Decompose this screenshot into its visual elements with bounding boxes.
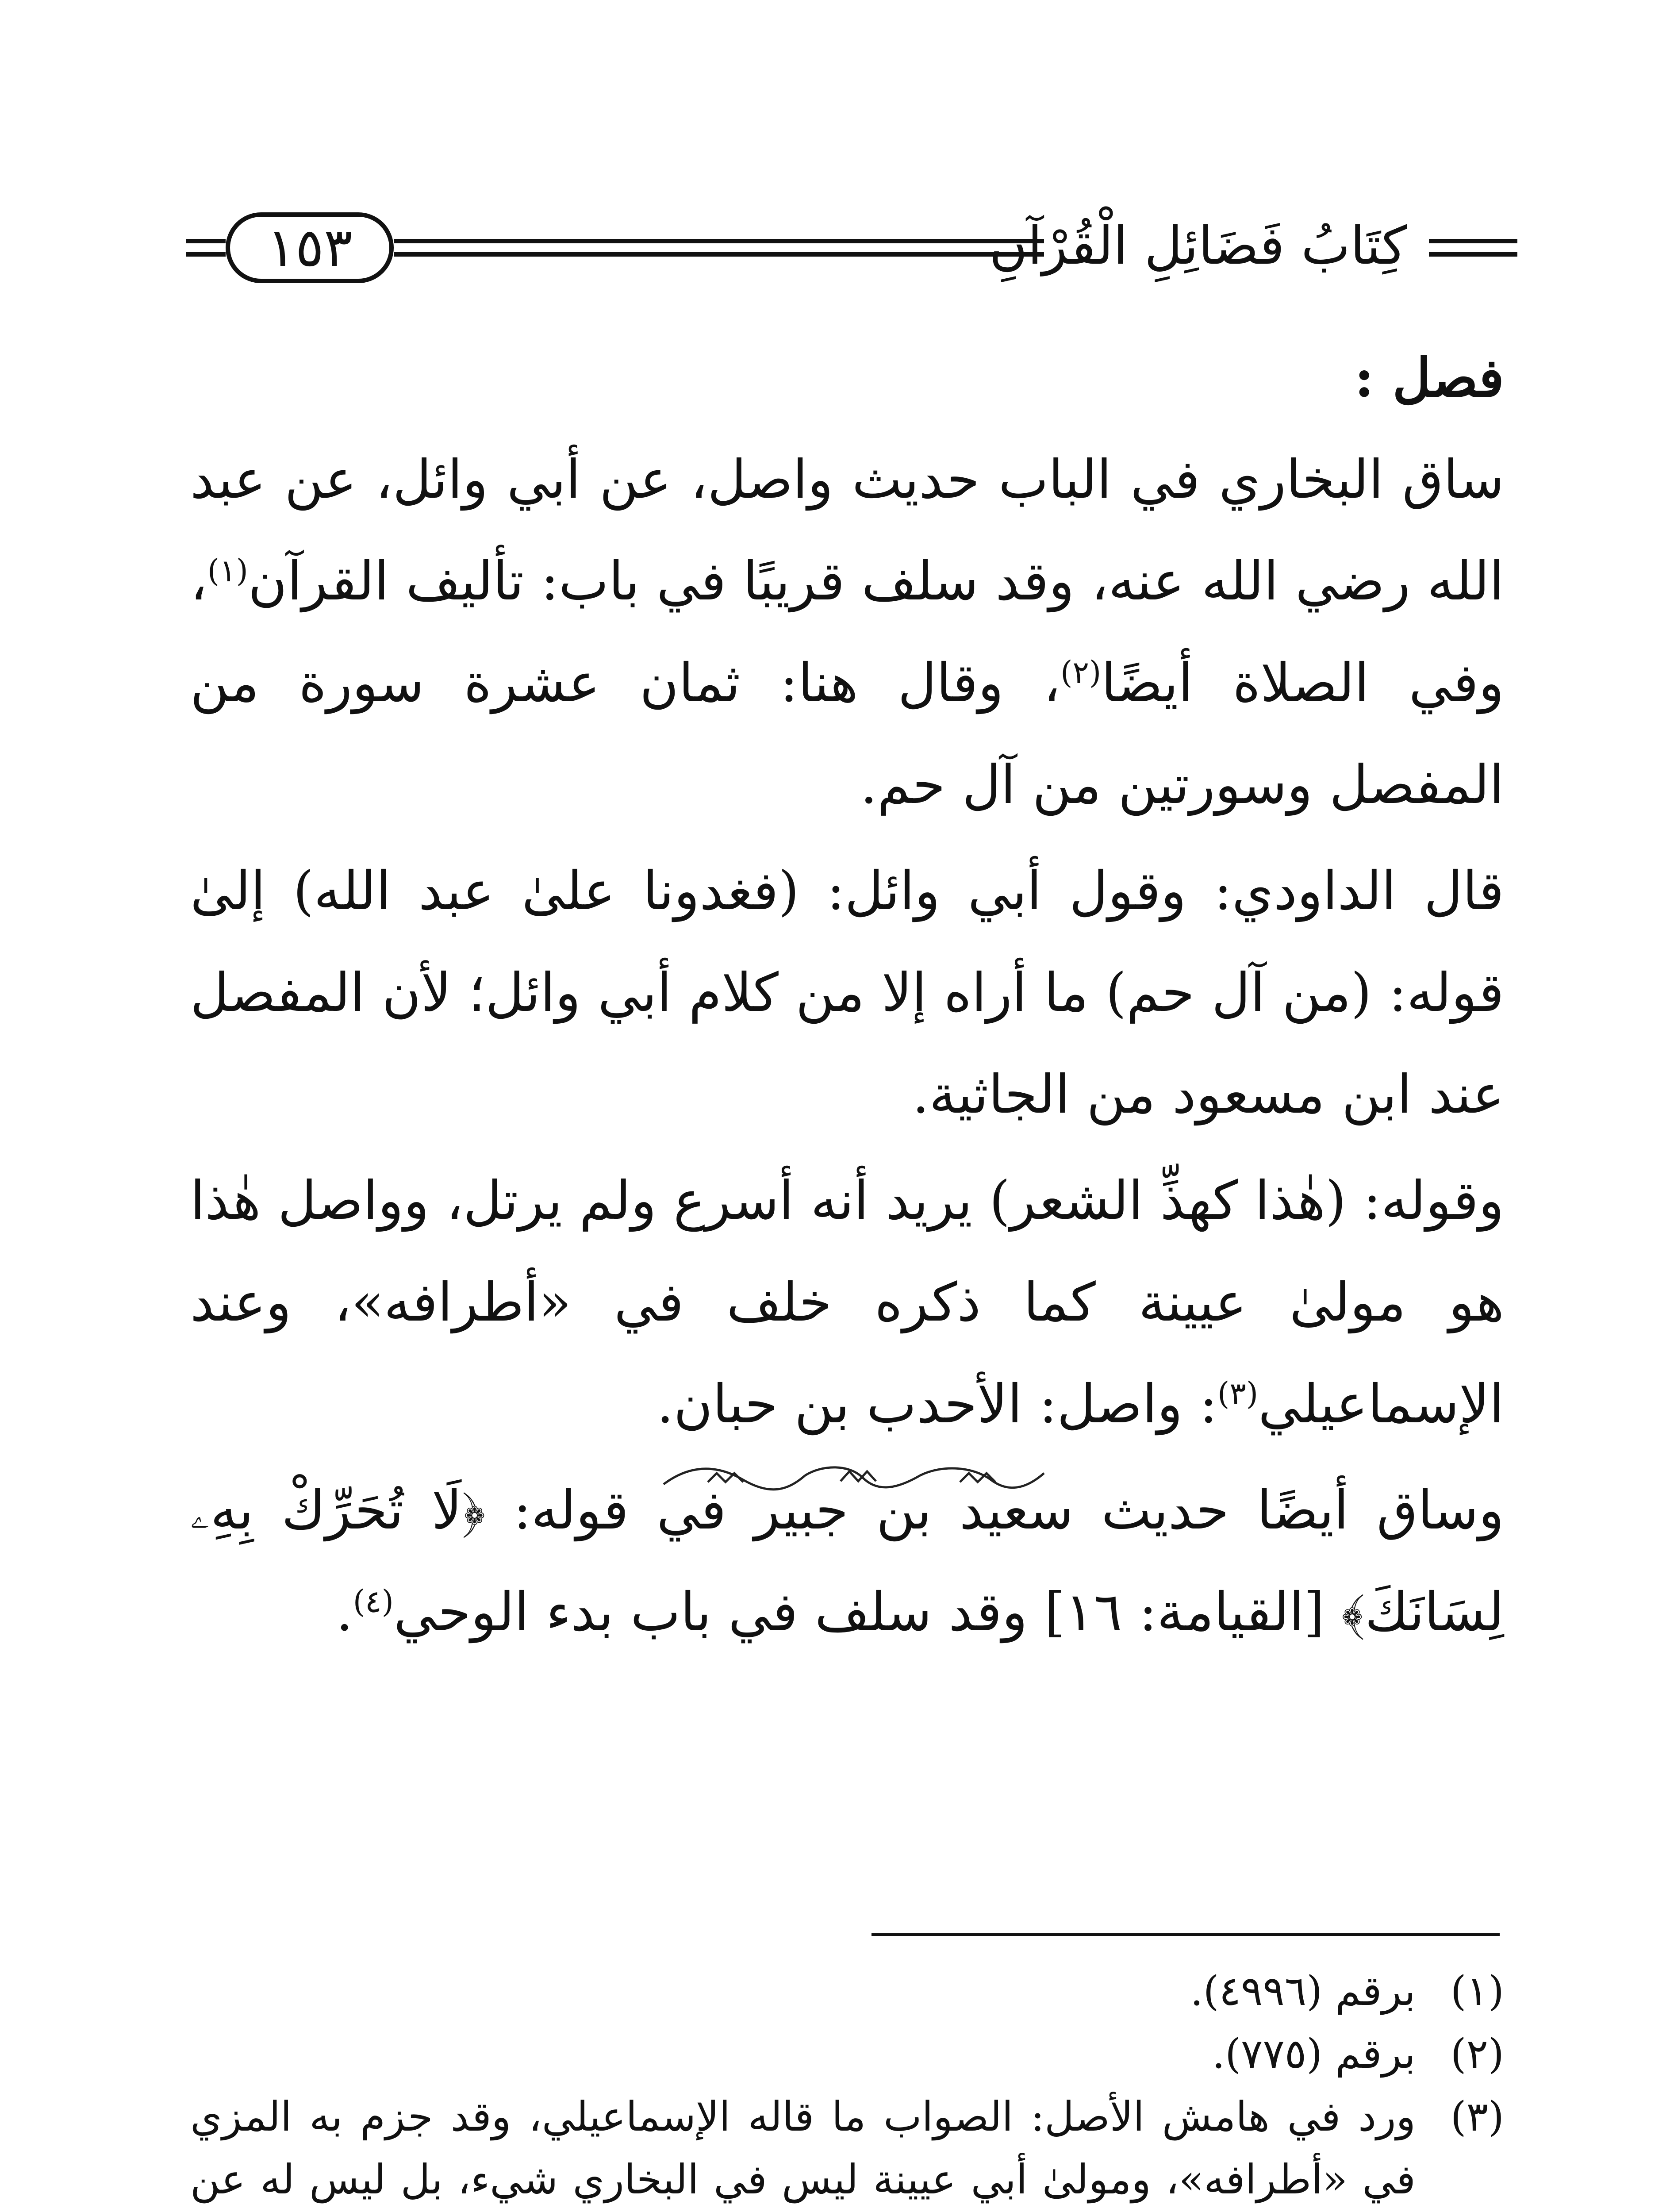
footnote-item (190, 2085, 1504, 2212)
running-header (186, 212, 1517, 288)
footnote-ref[interactable]: (٢) (1060, 654, 1102, 691)
footnote-item (190, 2023, 1504, 2085)
footnote-ref[interactable]: (٤) (353, 1583, 394, 1620)
footnote-number: (٣) (1450, 2093, 1504, 2140)
paragraph-text: : واصل: الأحدب بن حبان. (656, 1374, 1217, 1435)
footnote-ref[interactable]: (١) (207, 553, 248, 589)
header-rule (1429, 252, 1517, 257)
paragraph-text: ، وقال هنا: ثمان عشرة سورة من المفصل وسورتين من آل حم. (190, 653, 1504, 816)
header-rule (394, 252, 1044, 257)
paragraph (190, 841, 1504, 1146)
footnote-text: ورد في هامش الأصل: الصواب ما قاله الإسماعيلي، وقد جزم به المزي في «أطرافه»، ومولىٰ أبي عيينة ليس في البخاري شيء، بل ليس له عن (190, 2093, 1416, 2203)
header-rule (186, 239, 226, 243)
page-number-badge (226, 212, 394, 283)
paragraph-text: قال الداودي: وقول أبي وائل: (فغدونا علىٰ عبد الله) إلىٰ قوله: (من آل حم) ما أراه إلا من كلام أبي وائل؛ لأن المفصل عند ابن مسعود من الجاثية. (190, 860, 1504, 1125)
section-heading: فصل : (1354, 347, 1504, 409)
footnote-number: (٢) (1450, 2030, 1504, 2078)
paragraph-text: وساق أيضًا حديث سعيد بن جبير في قوله: ﴿لَا تُحَرِّكْ بِهِۦ لِسَانَكَ﴾ [القيامة: ١٦] وقد سلف في باب بدء الوحي (190, 1480, 1504, 1643)
footnote-ref[interactable]: (٣) (1217, 1375, 1259, 1412)
paragraph-text: . (336, 1582, 353, 1643)
footnote-text: برقم (٤٩٩٦). (1190, 1967, 1416, 2015)
paragraph (190, 1150, 1504, 1455)
footnote-text: برقم (٧٧٥). (1212, 2030, 1416, 2078)
paragraph-text: وقوله: (هٰذا كهذِّ الشعر) يريد أنه أسرع ولم يرتل، وواصل هٰذا هو مولىٰ عيينة كما ذكره خلف في «أطرافه»، وعند الإسماعيلي (190, 1170, 1504, 1435)
footnote-number: (١) (1450, 1967, 1504, 2015)
header-rule (394, 239, 1044, 243)
footnotes (190, 1960, 1504, 2212)
book-title: كِتَابُ فَضَائِلِ الْقُرْآنِ (989, 215, 1407, 276)
header-rule (1429, 239, 1517, 243)
paragraph (190, 429, 1504, 836)
section-ornament (655, 1460, 1053, 1495)
paragraph-text: ساق البخاري في الباب حديث واصل، عن أبي وائل، عن عبد الله رضي الله عنه، وقد سلف قريبًا في باب: تأليف القرآن (190, 449, 1504, 612)
footnote-separator (871, 1933, 1500, 1936)
header-rule (186, 252, 226, 257)
paragraph-text: ، وفي الصلاة أيضًا (190, 551, 1505, 714)
page-number: ١٥٣ (267, 217, 353, 279)
footnote-item (190, 1960, 1504, 2023)
